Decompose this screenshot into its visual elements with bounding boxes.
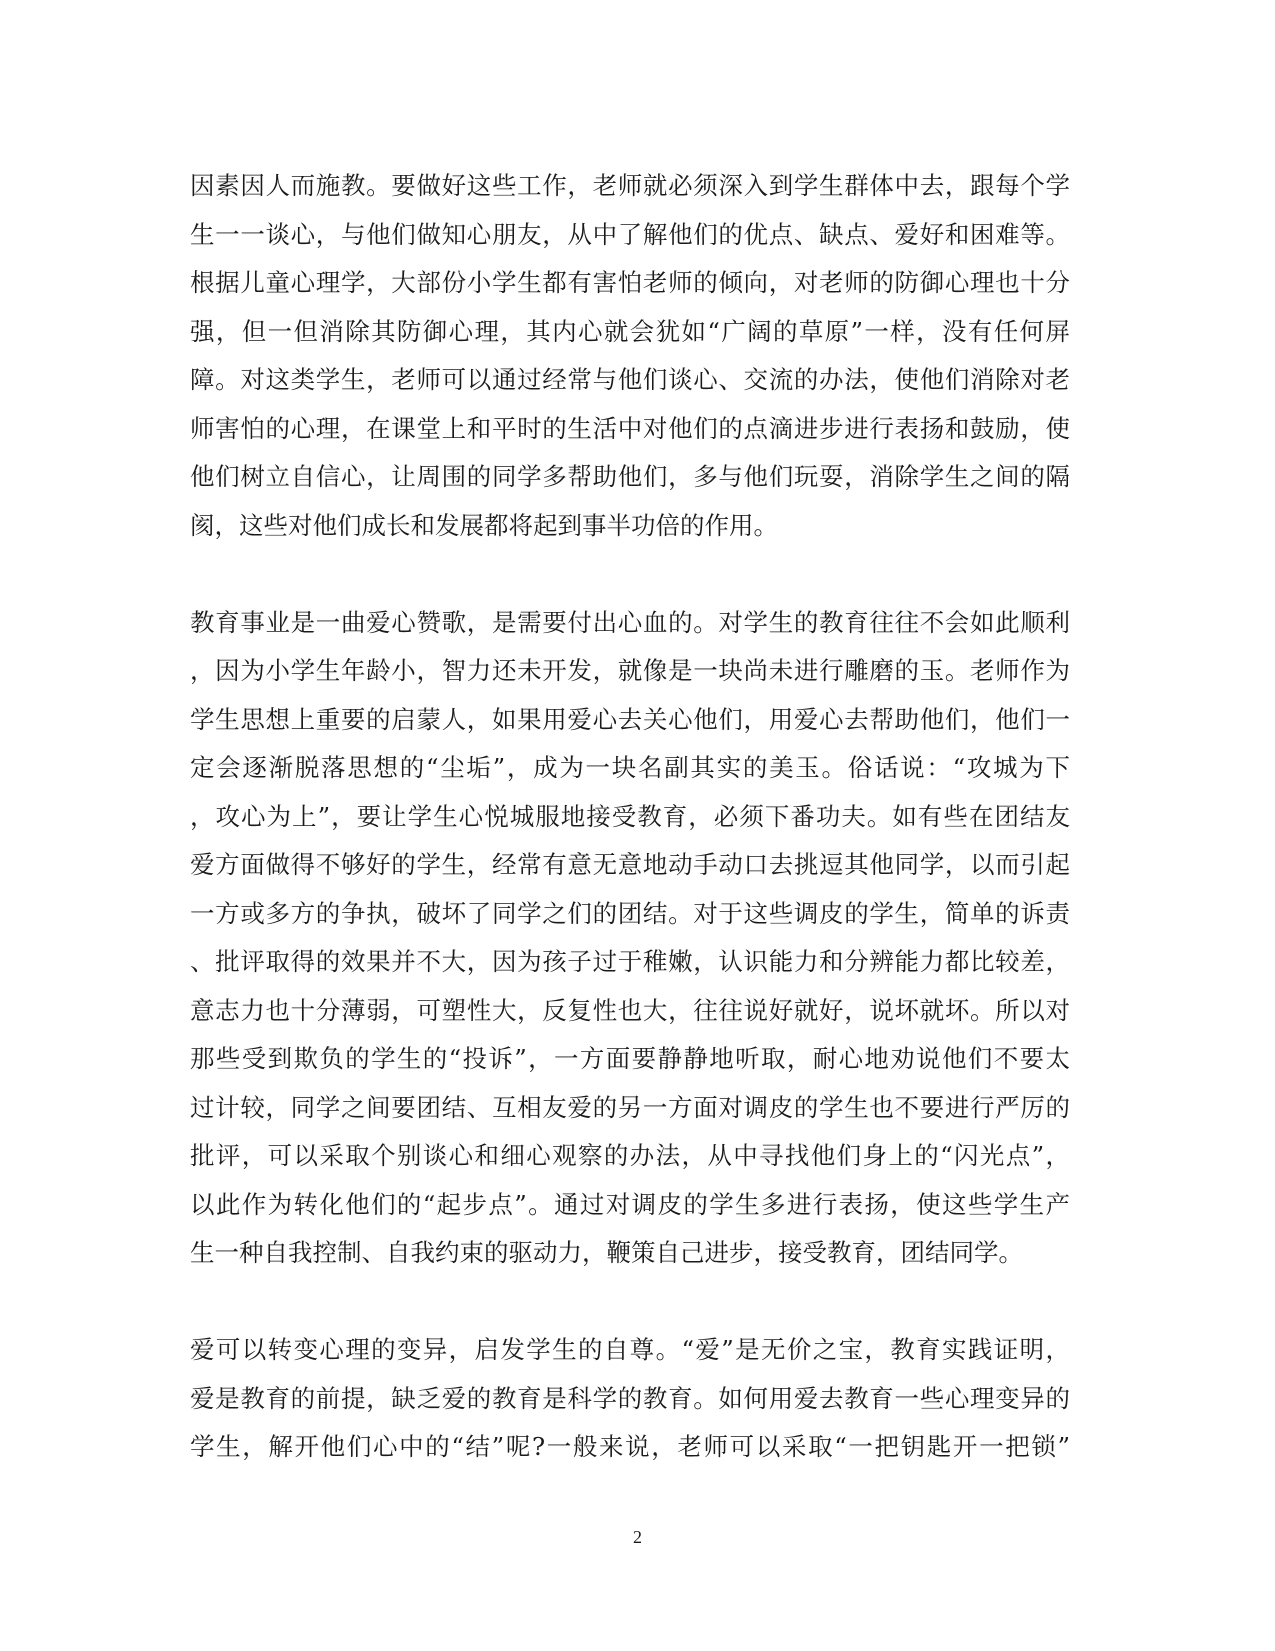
text-line: 以此作为转化他们的“起步点”。通过对调皮的学生多进行表扬，使这些学生产 — [190, 1189, 1070, 1219]
paragraph-2 — [190, 599, 1070, 1278]
paragraph-3 — [190, 1326, 1070, 1472]
text-line: 阂，这些对他们成长和发展都将起到事半功倍的作用。 — [190, 510, 778, 540]
text-line: ，因为小学生年龄小，智力还未开发，就像是一块尚未进行雕磨的玉。老师作为 — [190, 656, 1070, 685]
paragraph-gap — [190, 550, 1070, 599]
text-line: 爱可以转变心理的变异，启发学生的自尊。“爱”是无价之宝，教育实践证明， — [190, 1335, 1070, 1364]
text-line: 一方或多方的争执，破坏了同学之们的团结。对于这些调皮的学生，简单的诉责 — [190, 898, 1070, 928]
text-line: 学生思想上重要的启蒙人，如果用爱心去关心他们，用爱心去帮助他们，他们一 — [190, 704, 1070, 734]
text-line: 那些受到欺负的学生的“投诉”，一方面要静静地听取，耐心地劝说他们不要太 — [190, 1044, 1070, 1073]
text-line: 学生，解开他们心中的“结”呢?一般来说，老师可以采取“一把钥匙开一把锁” — [190, 1432, 1070, 1461]
paragraph-gap — [190, 1278, 1070, 1327]
text-line: 生一种自我控制、自我约束的驱动力，鞭策自己进步，接受教育，团结同学。 — [190, 1238, 1023, 1267]
text-line: 教育事业是一曲爱心赞歌，是需要付出心血的。对学生的教育往往不会如此顺利 — [190, 607, 1070, 637]
text-line: 障。对这类学生，老师可以通过经常与他们谈心、交流的办法，使他们消除对老 — [190, 365, 1070, 394]
text-line: 根据儿童心理学，大部份小学生都有害怕老师的倾向，对老师的防御心理也十分 — [190, 268, 1070, 297]
text-line: 批评，可以采取个别谈心和细心观察的办法，从中寻找他们身上的“闪光点”， — [190, 1141, 1070, 1170]
text-line: 定会逐渐脱落思想的“尘垢”，成为一块名副其实的美玉。俗话说：“攻城为下 — [190, 753, 1070, 782]
body-text — [190, 162, 1070, 1472]
text-line: 因素因人而施教。要做好这些工作，老师就必须深入到学生群体中去，跟每个学 — [190, 171, 1070, 200]
text-line: ，攻心为上”，要让学生心悦城服地接受教育，必须下番功夫。如有些在团结友 — [190, 801, 1070, 831]
text-line: 生一一谈心，与他们做知心朋友，从中了解他们的优点、缺点、爱好和困难等。 — [190, 219, 1070, 249]
text-line: 强，但一但消除其防御心理，其内心就会犹如“广阔的草原”一样，没有任何屏 — [190, 316, 1070, 346]
page-number: 2 — [633, 1527, 642, 1547]
paragraph-1 — [190, 162, 1070, 550]
text-line: 、批评取得的效果并不大，因为孩子过于稚嫩，认识能力和分辨能力都比较差， — [190, 947, 1070, 976]
text-line: 意志力也十分薄弱，可塑性大，反复性也大，往往说好就好，说坏就坏。所以对 — [190, 995, 1070, 1025]
text-line: 师害怕的心理，在课堂上和平时的生活中对他们的点滴进步进行表扬和鼓励，使 — [190, 413, 1070, 443]
text-line: 爱方面做得不够好的学生，经常有意无意地动手动口去挑逗其他同学，以而引起 — [190, 850, 1070, 879]
text-line: 爱是教育的前提，缺乏爱的教育是科学的教育。如何用爱去教育一些心理变异的 — [190, 1383, 1070, 1413]
text-line: 过计较，同学之间要团结、互相友爱的另一方面对调皮的学生也不要进行严厉的 — [190, 1092, 1070, 1122]
text-line: 他们树立自信心，让周围的同学多帮助他们，多与他们玩耍，消除学生之间的隔 — [190, 462, 1070, 491]
